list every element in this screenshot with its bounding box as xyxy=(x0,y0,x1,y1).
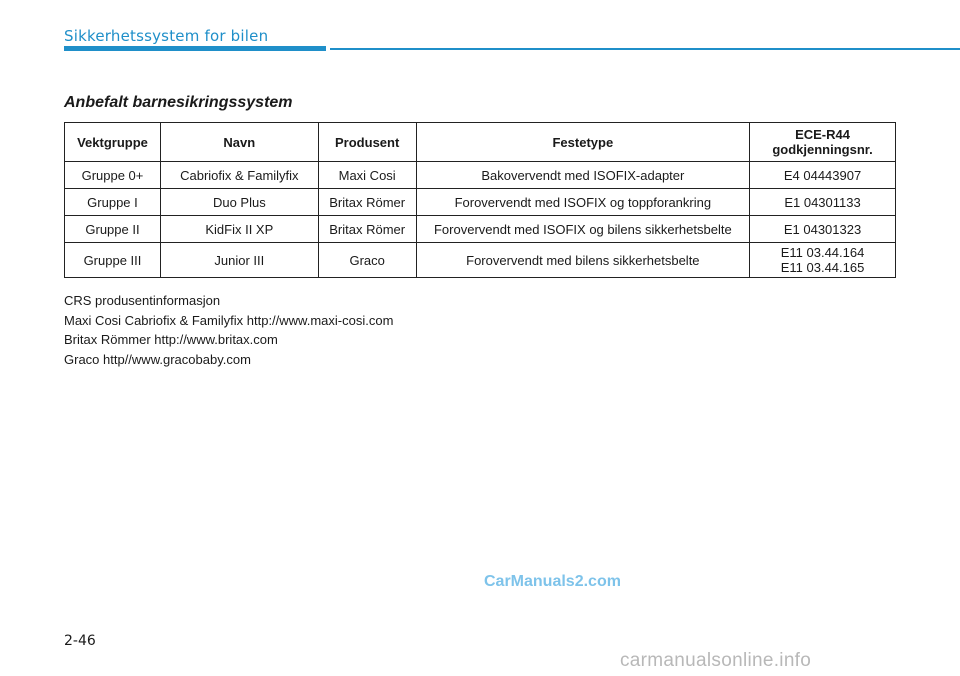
cell-maker: Maxi Cosi xyxy=(318,162,416,189)
section-title: Sikkerhetssystem for bilen xyxy=(64,27,269,45)
col-header-weight-group: Vektgruppe xyxy=(65,123,161,162)
cell-maker: Britax Römer xyxy=(318,189,416,216)
table-row xyxy=(65,216,896,243)
col-header-manufacturer: Produsent xyxy=(318,123,416,162)
cell-name: Cabriofix & Familyfix xyxy=(160,162,318,189)
note-maxi-cosi: Maxi Cosi Cabriofix & Familyfix http://www.maxi-cosi.com xyxy=(64,312,394,328)
note-graco: Graco http//www.gracobaby.com xyxy=(64,351,251,367)
cell-mount: Bakovervendt med ISOFIX-adapter xyxy=(416,162,749,189)
cell-approval: E4 04443907 xyxy=(750,162,896,189)
manufacturer-notes xyxy=(64,291,393,369)
col-header-approval-line1: ECE-R44 xyxy=(795,127,850,142)
table-row xyxy=(65,243,896,278)
cell-mount: Forovervendt med ISOFIX og bilens sikkerhetsbelte xyxy=(416,216,749,243)
cell-name: Duo Plus xyxy=(160,189,318,216)
header-rule-thick xyxy=(64,46,326,51)
cell-group: Gruppe II xyxy=(65,216,161,243)
note-britax: Britax Römmer http://www.britax.com xyxy=(64,332,278,347)
col-header-approval-line2: godkjenningsnr. xyxy=(772,142,873,157)
cell-approval-line1: E11 03.44.164 xyxy=(780,245,865,260)
footer-watermark: carmanualsonline.info xyxy=(620,650,812,671)
cell-group: Gruppe III xyxy=(65,243,161,278)
page-number: 2-46 xyxy=(64,633,96,649)
cell-approval: E1 04301323 xyxy=(750,216,896,243)
crs-table xyxy=(64,122,896,278)
header-rule-thin xyxy=(330,48,960,50)
cell-group: Gruppe 0+ xyxy=(65,162,161,189)
col-header-mount-type: Festetype xyxy=(416,123,749,162)
table-header-row xyxy=(65,123,896,162)
cell-mount: Forovervendt med bilens sikkerhetsbelte xyxy=(416,243,749,278)
cell-name: KidFix II XP xyxy=(160,216,318,243)
table-row xyxy=(65,162,896,189)
table-row xyxy=(65,189,896,216)
subheading: Anbefalt barnesikringssystem xyxy=(64,94,293,111)
cell-group: Gruppe I xyxy=(65,189,161,216)
notes-heading: CRS produsentinformasjon xyxy=(64,293,221,308)
cell-maker: Graco xyxy=(318,243,416,278)
col-header-name: Navn xyxy=(160,123,318,162)
cell-name: Junior III xyxy=(160,243,318,278)
cell-approval xyxy=(750,243,896,278)
col-header-approval xyxy=(750,123,896,162)
cell-approval-line2: E11 03.44.165 xyxy=(780,260,865,275)
watermark-logo: CarManuals2.com xyxy=(484,573,621,590)
cell-mount: Forovervendt med ISOFIX og toppforankring xyxy=(416,189,749,216)
cell-approval: E1 04301133 xyxy=(750,189,896,216)
cell-maker: Britax Römer xyxy=(318,216,416,243)
